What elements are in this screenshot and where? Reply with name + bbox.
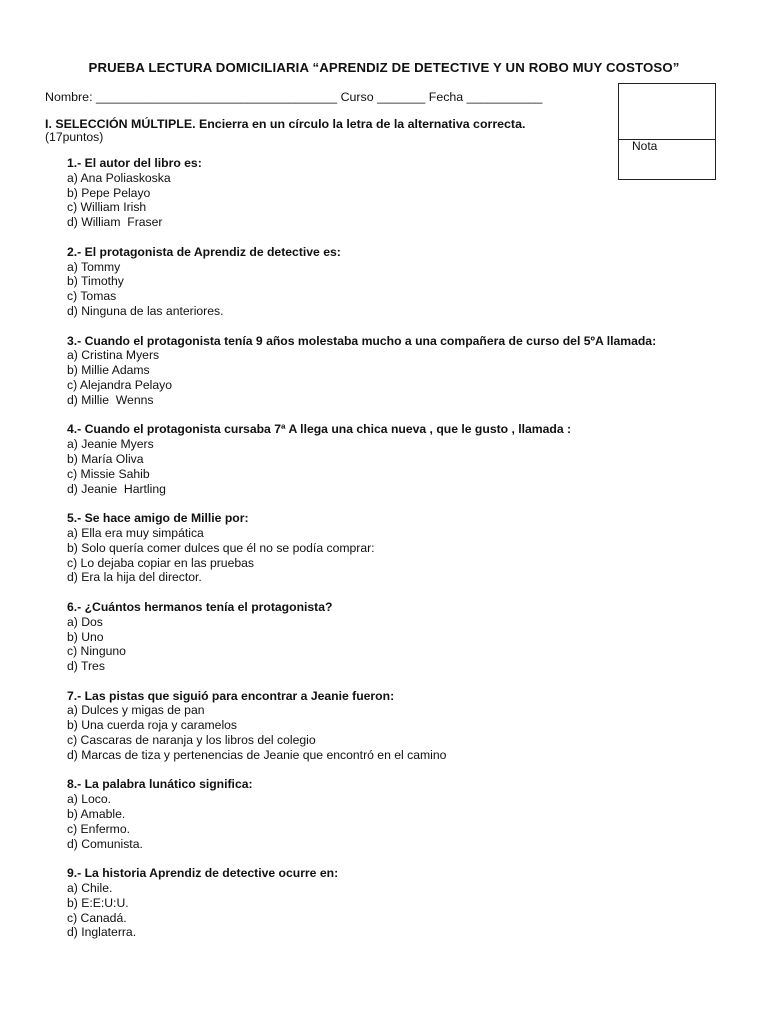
question-stem: 2.- El protagonista de Aprendiz de detective es: xyxy=(67,244,341,259)
option-d: d) William Fraser xyxy=(67,215,163,230)
section-title: I. SELECCIÓN MÚLTIPLE. Encierra en un círculo la letra de la alternativa correcta. xyxy=(45,117,526,131)
option-c: c) Canadá. xyxy=(67,910,127,925)
question-stem: 6.- ¿Cuántos hermanos tenía el protagonista? xyxy=(67,599,333,614)
question-8 xyxy=(67,777,707,851)
option-a: a) Loco. xyxy=(67,792,112,807)
option-a: a) Ana Poliaskoska xyxy=(67,170,171,185)
question-3 xyxy=(67,334,707,408)
option-b: b) Una cuerda roja y caramelos xyxy=(67,718,238,733)
option-a: a) Ella era muy simpática xyxy=(67,525,204,540)
question-stem: 9.- La historia Aprendiz de detective ocurre en: xyxy=(67,866,339,881)
question-4 xyxy=(67,422,707,496)
option-a: a) Dulces y migas de pan xyxy=(67,703,205,718)
question-stem: 3.- Cuando el protagonista tenía 9 años molestaba mucho a una compañera de curso del 5ºA llamada: xyxy=(67,333,657,348)
section-header xyxy=(45,117,605,144)
option-b: b) Amable. xyxy=(67,807,126,822)
option-b: b) Millie Adams xyxy=(67,363,150,378)
question-9 xyxy=(67,866,707,940)
option-a: a) Cristina Myers xyxy=(67,348,160,363)
student-info-line: Nombre: ___________________________________ Curso _______ Fecha ___________ xyxy=(45,90,543,104)
document-title: PRUEBA LECTURA DOMICILIARIA “APRENDIZ DE DETECTIVE Y UN ROBO MUY COSTOSO” xyxy=(88,60,680,75)
option-d: d) Comunista. xyxy=(67,836,143,851)
option-c: c) Enfermo. xyxy=(67,821,130,836)
option-c: c) William Irish xyxy=(67,200,147,215)
option-b: b) Timothy xyxy=(67,274,124,289)
question-list xyxy=(67,156,707,955)
question-stem: 8.- La palabra lunático significa: xyxy=(67,777,253,792)
question-stem: 7.- Las pistas que siguió para encontrar a Jeanie fueron: xyxy=(67,688,395,703)
option-a: a) Dos xyxy=(67,614,103,629)
question-2 xyxy=(67,245,707,319)
option-b: b) Solo quería comer dulces que él no se podía comprar: xyxy=(67,540,375,555)
question-stem: 1.- El autor del libro es: xyxy=(67,156,202,170)
question-1 xyxy=(67,156,707,230)
option-d: d) Inglaterra. xyxy=(67,925,137,940)
option-a: a) Tommy xyxy=(67,259,121,274)
option-c: c) Ninguno xyxy=(67,644,126,659)
question-5 xyxy=(67,511,707,585)
option-d: d) Ninguna de las anteriores. xyxy=(67,303,224,318)
question-6 xyxy=(67,600,707,674)
option-c: c) Alejandra Pelayo xyxy=(67,377,173,392)
question-7 xyxy=(67,689,707,763)
option-d: d) Millie Wenns xyxy=(67,392,154,407)
option-c: c) Missie Sahib xyxy=(67,466,150,481)
option-b: b) Pepe Pelayo xyxy=(67,185,151,200)
option-a: a) Chile. xyxy=(67,881,113,896)
option-b: b) Uno xyxy=(67,629,104,644)
option-a: a) Jeanie Myers xyxy=(67,437,154,452)
option-d: d) Jeanie Hartling xyxy=(67,481,166,496)
option-c: c) Lo dejaba copiar en las pruebas xyxy=(67,555,254,570)
option-d: d) Tres xyxy=(67,659,105,674)
option-b: b) E:E:U:U. xyxy=(67,895,129,910)
grade-label: Nota xyxy=(632,139,658,153)
question-stem: 5.- Se hace amigo de Millie por: xyxy=(67,511,249,526)
option-d: d) Marcas de tiza y pertenencias de Jeanie que encontró en el camino xyxy=(67,747,447,762)
option-b: b) María Oliva xyxy=(67,451,144,466)
question-stem: 4.- Cuando el protagonista cursaba 7ª A llega una chica nueva , que le gusto , llamada : xyxy=(67,422,572,437)
option-c: c) Cascaras de naranja y los libros del colegio xyxy=(67,733,316,748)
section-points: (17puntos) xyxy=(45,130,104,144)
option-d: d) Era la hija del director. xyxy=(67,570,202,585)
option-c: c) Tomas xyxy=(67,289,117,304)
